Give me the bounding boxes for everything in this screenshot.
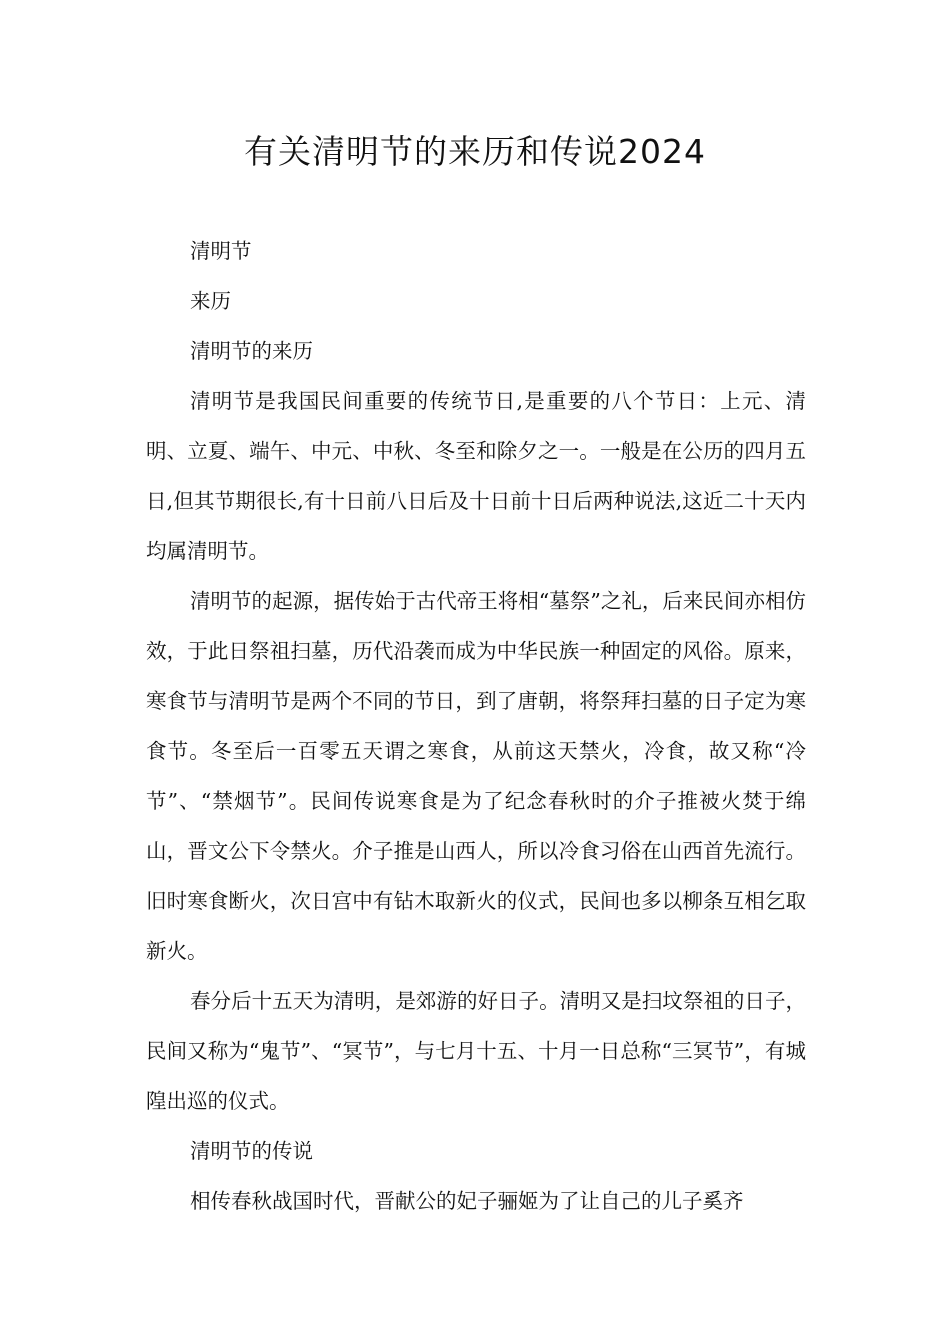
- paragraph-origin-details: 清明节的起源，据传始于古代帝王将相“墓祭”之礼，后来民间亦相仿效，于此日祭祖扫墓，历代沿袭而成为中华民族一种固定的风俗。原来，寒食节与清明节是两个不同的节日，到了唐朝，将祭拜扫墓的日子定为寒食节。冬至后一百零五天谓之寒食，从前这天禁火，冷食，故又称“冷节”、“禁烟节”。民间传说寒食是为了纪念春秋时的介子推被火焚于绵山，晋文公下令禁火。介子推是山西人，所以冷食习俗在山西首先流行。旧时寒食断火，次日宫中有钻木取新火的仪式，民间也多以柳条互相乞取新火。: [146, 589, 806, 963]
- paragraph-intro: 清明节是我国民间重要的传统节日,是重要的八个节日：上元、清明、立夏、端午、中元、中秋、冬至和除夕之一。一般是在公历的四月五日,但其节期很长,有十日前八日后及十日前十日后两种说法,这近二十天内均属清明节。: [146, 389, 806, 563]
- document-body: [146, 226, 806, 1226]
- heading-qingming-origin: 清明节的来历: [190, 339, 313, 363]
- heading-legend: 清明节的传说: [190, 1139, 313, 1163]
- paragraph-spring-outing: 春分后十五天为清明，是郊游的好日子。清明又是扫坟祭祖的日子，民间又称为“鬼节”、“冥节”，与七月十五、十月一日总称“三冥节”，有城隍出巡的仪式。: [146, 989, 806, 1113]
- heading-origin: 来历: [190, 289, 231, 313]
- paragraph-legend: 相传春秋战国时代，晋献公的妃子骊姬为了让自己的儿子奚齐: [190, 1189, 744, 1213]
- document-title: 有关清明节的来历和传说2024: [244, 132, 706, 171]
- heading-qingming: 清明节: [190, 239, 252, 263]
